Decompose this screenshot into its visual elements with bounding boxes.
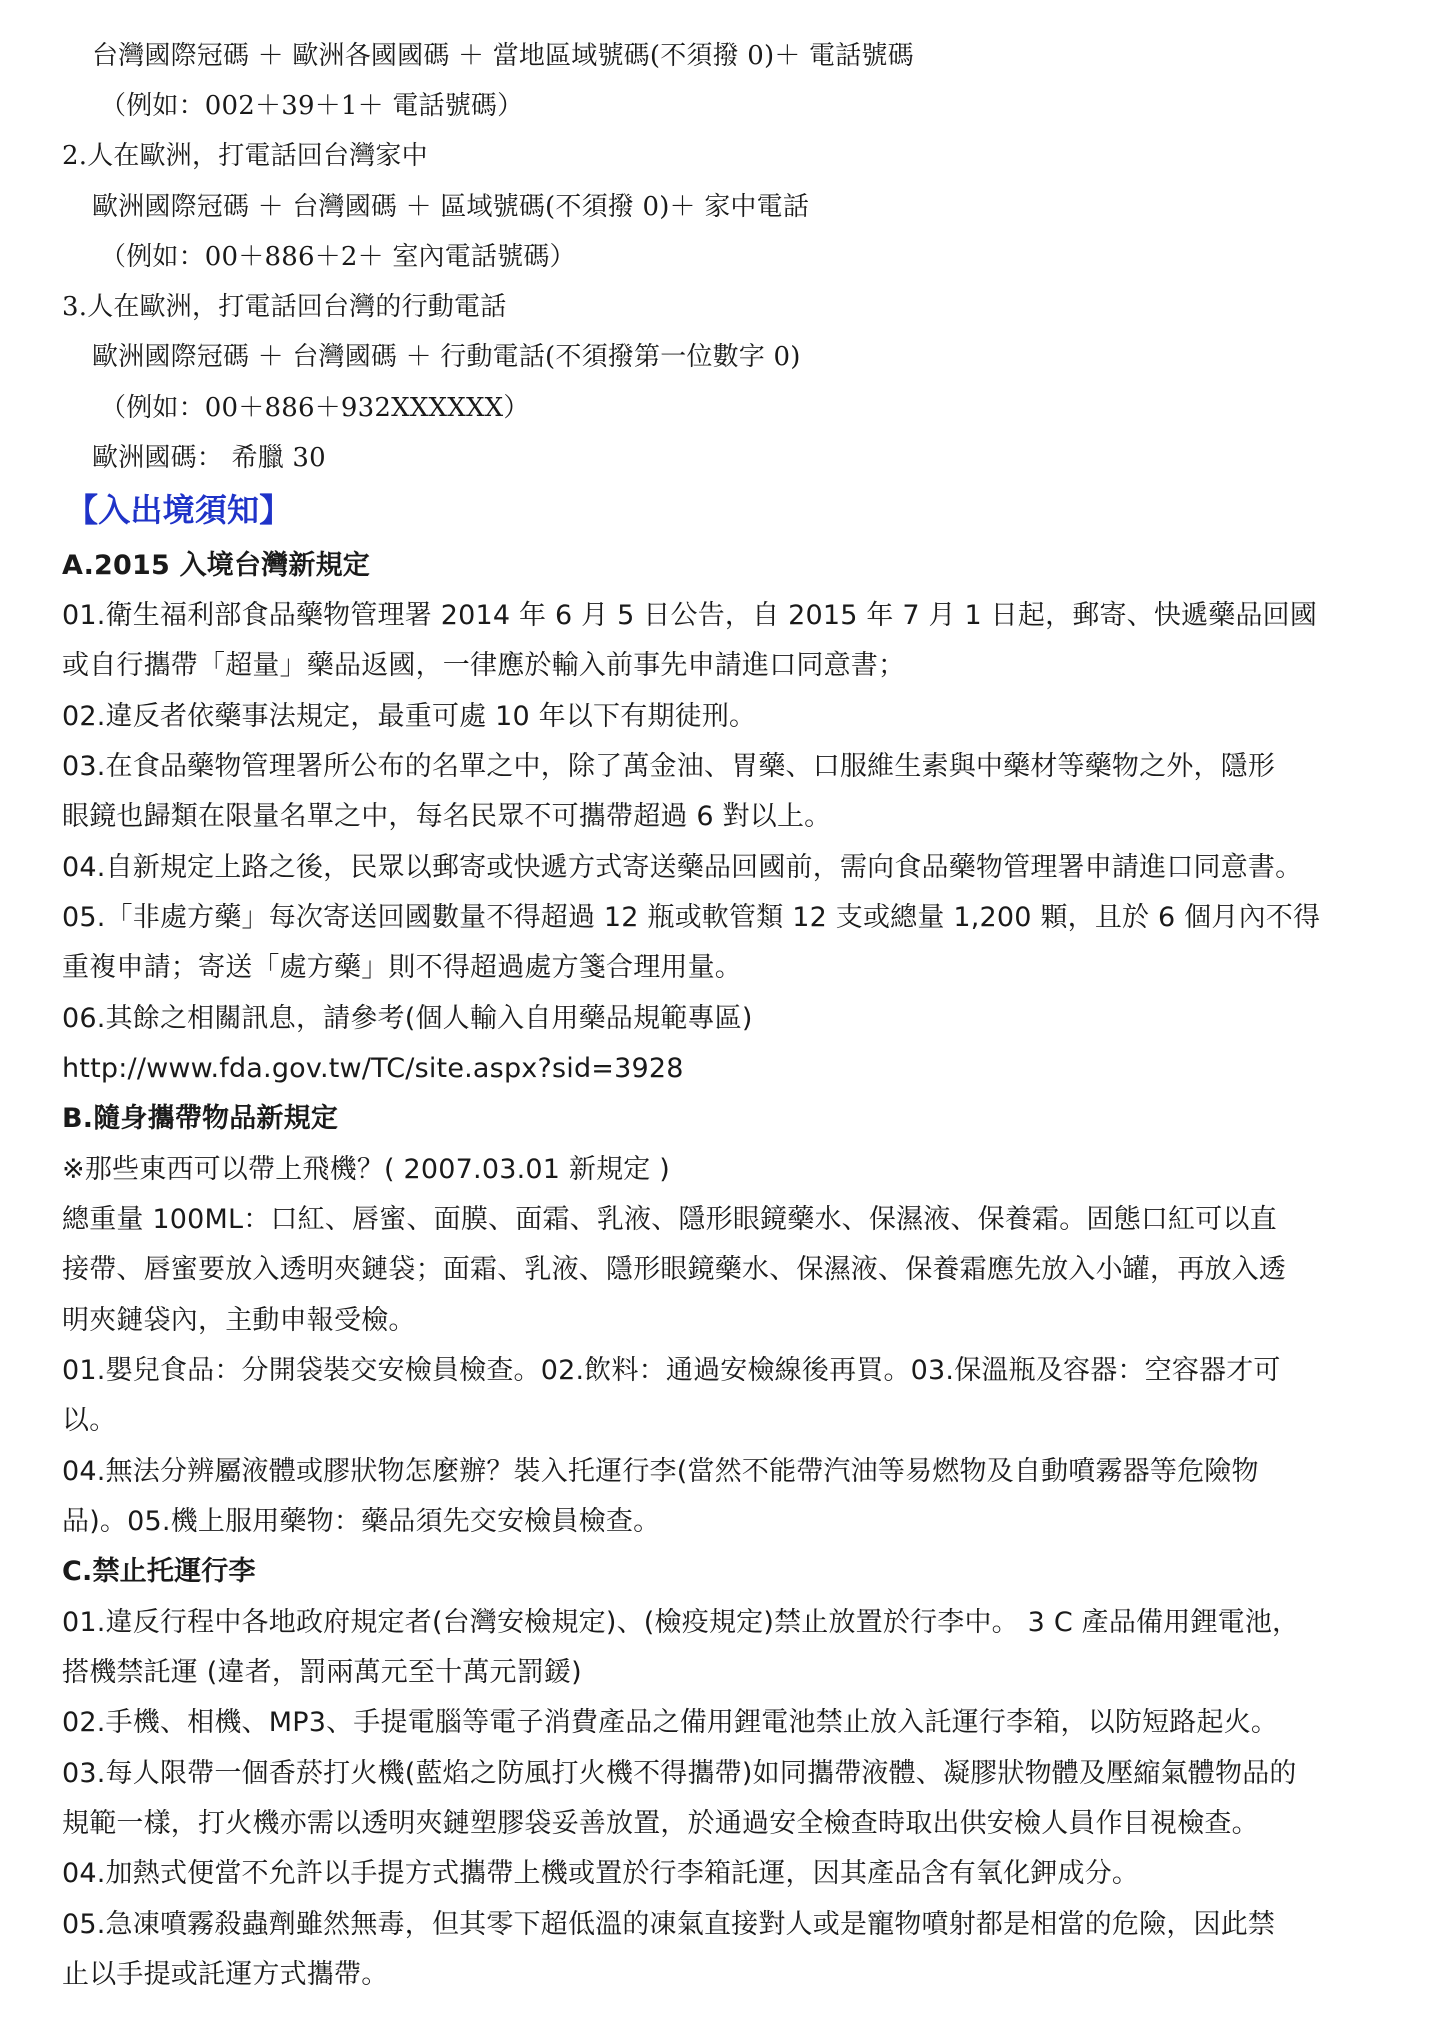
- section-a-line: 01.衛生福利部食品藥物管理署 2014 年 6 月 5 日公告，自 2015 年 7 月 1 日起，郵寄、快遞藥品回國: [62, 600, 1318, 631]
- section-a-line: 03.在食品藥物管理署所公布的名單之中，除了萬金油、胃藥、口服維生素與中藥材等藥物之外，隱形: [62, 751, 1276, 782]
- section-a-line: 眼鏡也歸類在限量名單之中，每名民眾不可攜帶超過 6 對以上。: [62, 801, 832, 832]
- dial-example-line: （例如：00＋886＋2＋ 室內電話號碼）: [100, 242, 576, 272]
- section-b-line: 品)。05.機上服用藥物：藥品須先交安檢員檢查。: [62, 1506, 661, 1537]
- section-a-line: 06.其餘之相關訊息，請參考(個人輸入自用藥品規範專區): [62, 1003, 753, 1034]
- dial-example-line: （例如：00＋886＋932XXXXXX）: [100, 393, 530, 423]
- section-b-title: B.隨身攜帶物品新規定: [62, 1103, 339, 1134]
- section-c-line: 01.違反行程中各地政府規定者(台灣安檢規定)、(檢疫規定)禁止放置於行李中。 3 C 產品備用鋰電池，: [62, 1607, 1300, 1638]
- section-a-line: 04.自新規定上路之後，民眾以郵寄或快遞方式寄送藥品回國前，需向食品藥物管理署申請進口同意書。: [62, 852, 1303, 883]
- section-c-line: 04.加熱式便當不允許以手提方式攜帶上機或置於行李箱託運，因其產品含有氧化鉀成分。: [62, 1858, 1140, 1889]
- section-a-line: 或自行攜帶「超量」藥品返國，一律應於輸入前事先申請進口同意書；: [62, 650, 906, 681]
- dial-instruction-line: 歐洲國際冠碼 ＋ 台灣國碼 ＋ 區域號碼(不須撥 0)＋ 家中電話: [92, 192, 810, 222]
- section-b-line: 總重量 100ML：口紅、唇蜜、面膜、面霜、乳液、隱形眼鏡藥水、保濕液、保養霜。固態口紅可以直: [62, 1204, 1277, 1235]
- section-b-line: 04.無法分辨屬液體或膠狀物怎麼辦？裝入托運行李(當然不能帶汽油等易燃物及自動噴霧器等危險物: [62, 1456, 1259, 1487]
- dial-example-line: （例如：002＋39＋1＋ 電話號碼）: [100, 91, 524, 121]
- section-c-line: 規範一樣，打火機亦需以透明夾鏈塑膠袋妥善放置，於通過安全檢查時取出供安檢人員作目視檢查。: [62, 1808, 1259, 1839]
- section-a-line: 05.「非處方藥」每次寄送回國數量不得超過 12 瓶或軟管類 12 支或總量 1,200 顆，且於 6 個月內不得: [62, 902, 1321, 933]
- dial-instruction-line: 台灣國際冠碼 ＋ 歐洲各國國碼 ＋ 當地區域號碼(不須撥 0)＋ 電話號碼: [92, 41, 914, 71]
- dial-heading-mobile: 3.人在歐洲，打電話回台灣的行動電話: [62, 292, 507, 322]
- dial-heading-home: 2.人在歐洲，打電話回台灣家中: [62, 141, 428, 171]
- section-title: 【入出境須知】: [66, 491, 292, 529]
- section-b-line: 01.嬰兒食品：分開袋裝交安檢員檢查。02.飲料：通過安檢線後再買。03.保溫瓶及容器：空容器才可: [62, 1355, 1281, 1386]
- section-c-title: C.禁止托運行李: [62, 1556, 256, 1587]
- section-b-line: 明夾鏈袋內，主動申報受檢。: [62, 1305, 416, 1336]
- country-code-line: 歐洲國碼： 希臘 30: [92, 443, 326, 473]
- section-a-line: 02.違反者依藥事法規定，最重可處 10 年以下有期徒刑。: [62, 701, 757, 732]
- section-c-line: 止以手提或託運方式攜帶。: [62, 1959, 389, 1990]
- section-b-line: 接帶、唇蜜要放入透明夾鏈袋；面霜、乳液、隱形眼鏡藥水、保濕液、保養霜應先放入小罐，再放入透: [62, 1254, 1286, 1285]
- section-a-line: 重複申請；寄送「處方藥」則不得超過處方箋合理用量。: [62, 952, 742, 983]
- fda-link[interactable]: http://www.fda.gov.tw/TC/site.aspx?sid=3928: [62, 1053, 684, 1084]
- dial-instruction-line: 歐洲國際冠碼 ＋ 台灣國碼 ＋ 行動電話(不須撥第一位數字 0): [92, 342, 801, 372]
- section-c-line: 搭機禁託運 (違者，罰兩萬元至十萬元罰鍰): [62, 1657, 582, 1688]
- section-c-line: 02.手機、相機、MP3、手提電腦等電子消費產品之備用鋰電池禁止放入託運行李箱，以防短路起火。: [62, 1707, 1279, 1738]
- section-c-line: 05.急凍噴霧殺蟲劑雖然無毒，但其零下超低溫的凍氣直接對人或是寵物噴射都是相當的危險，因此禁: [62, 1909, 1276, 1940]
- section-b-line: ※那些東西可以帶上飛機？( 2007.03.01 新規定 ): [62, 1154, 671, 1185]
- section-c-line: 03.每人限帶一個香菸打火機(藍焰之防風打火機不得攜帶)如同攜帶液體、凝膠狀物體及壓縮氣體物品的: [62, 1758, 1297, 1789]
- section-a-title: A.2015 入境台灣新規定: [62, 550, 370, 581]
- section-b-line: 以。: [62, 1405, 117, 1436]
